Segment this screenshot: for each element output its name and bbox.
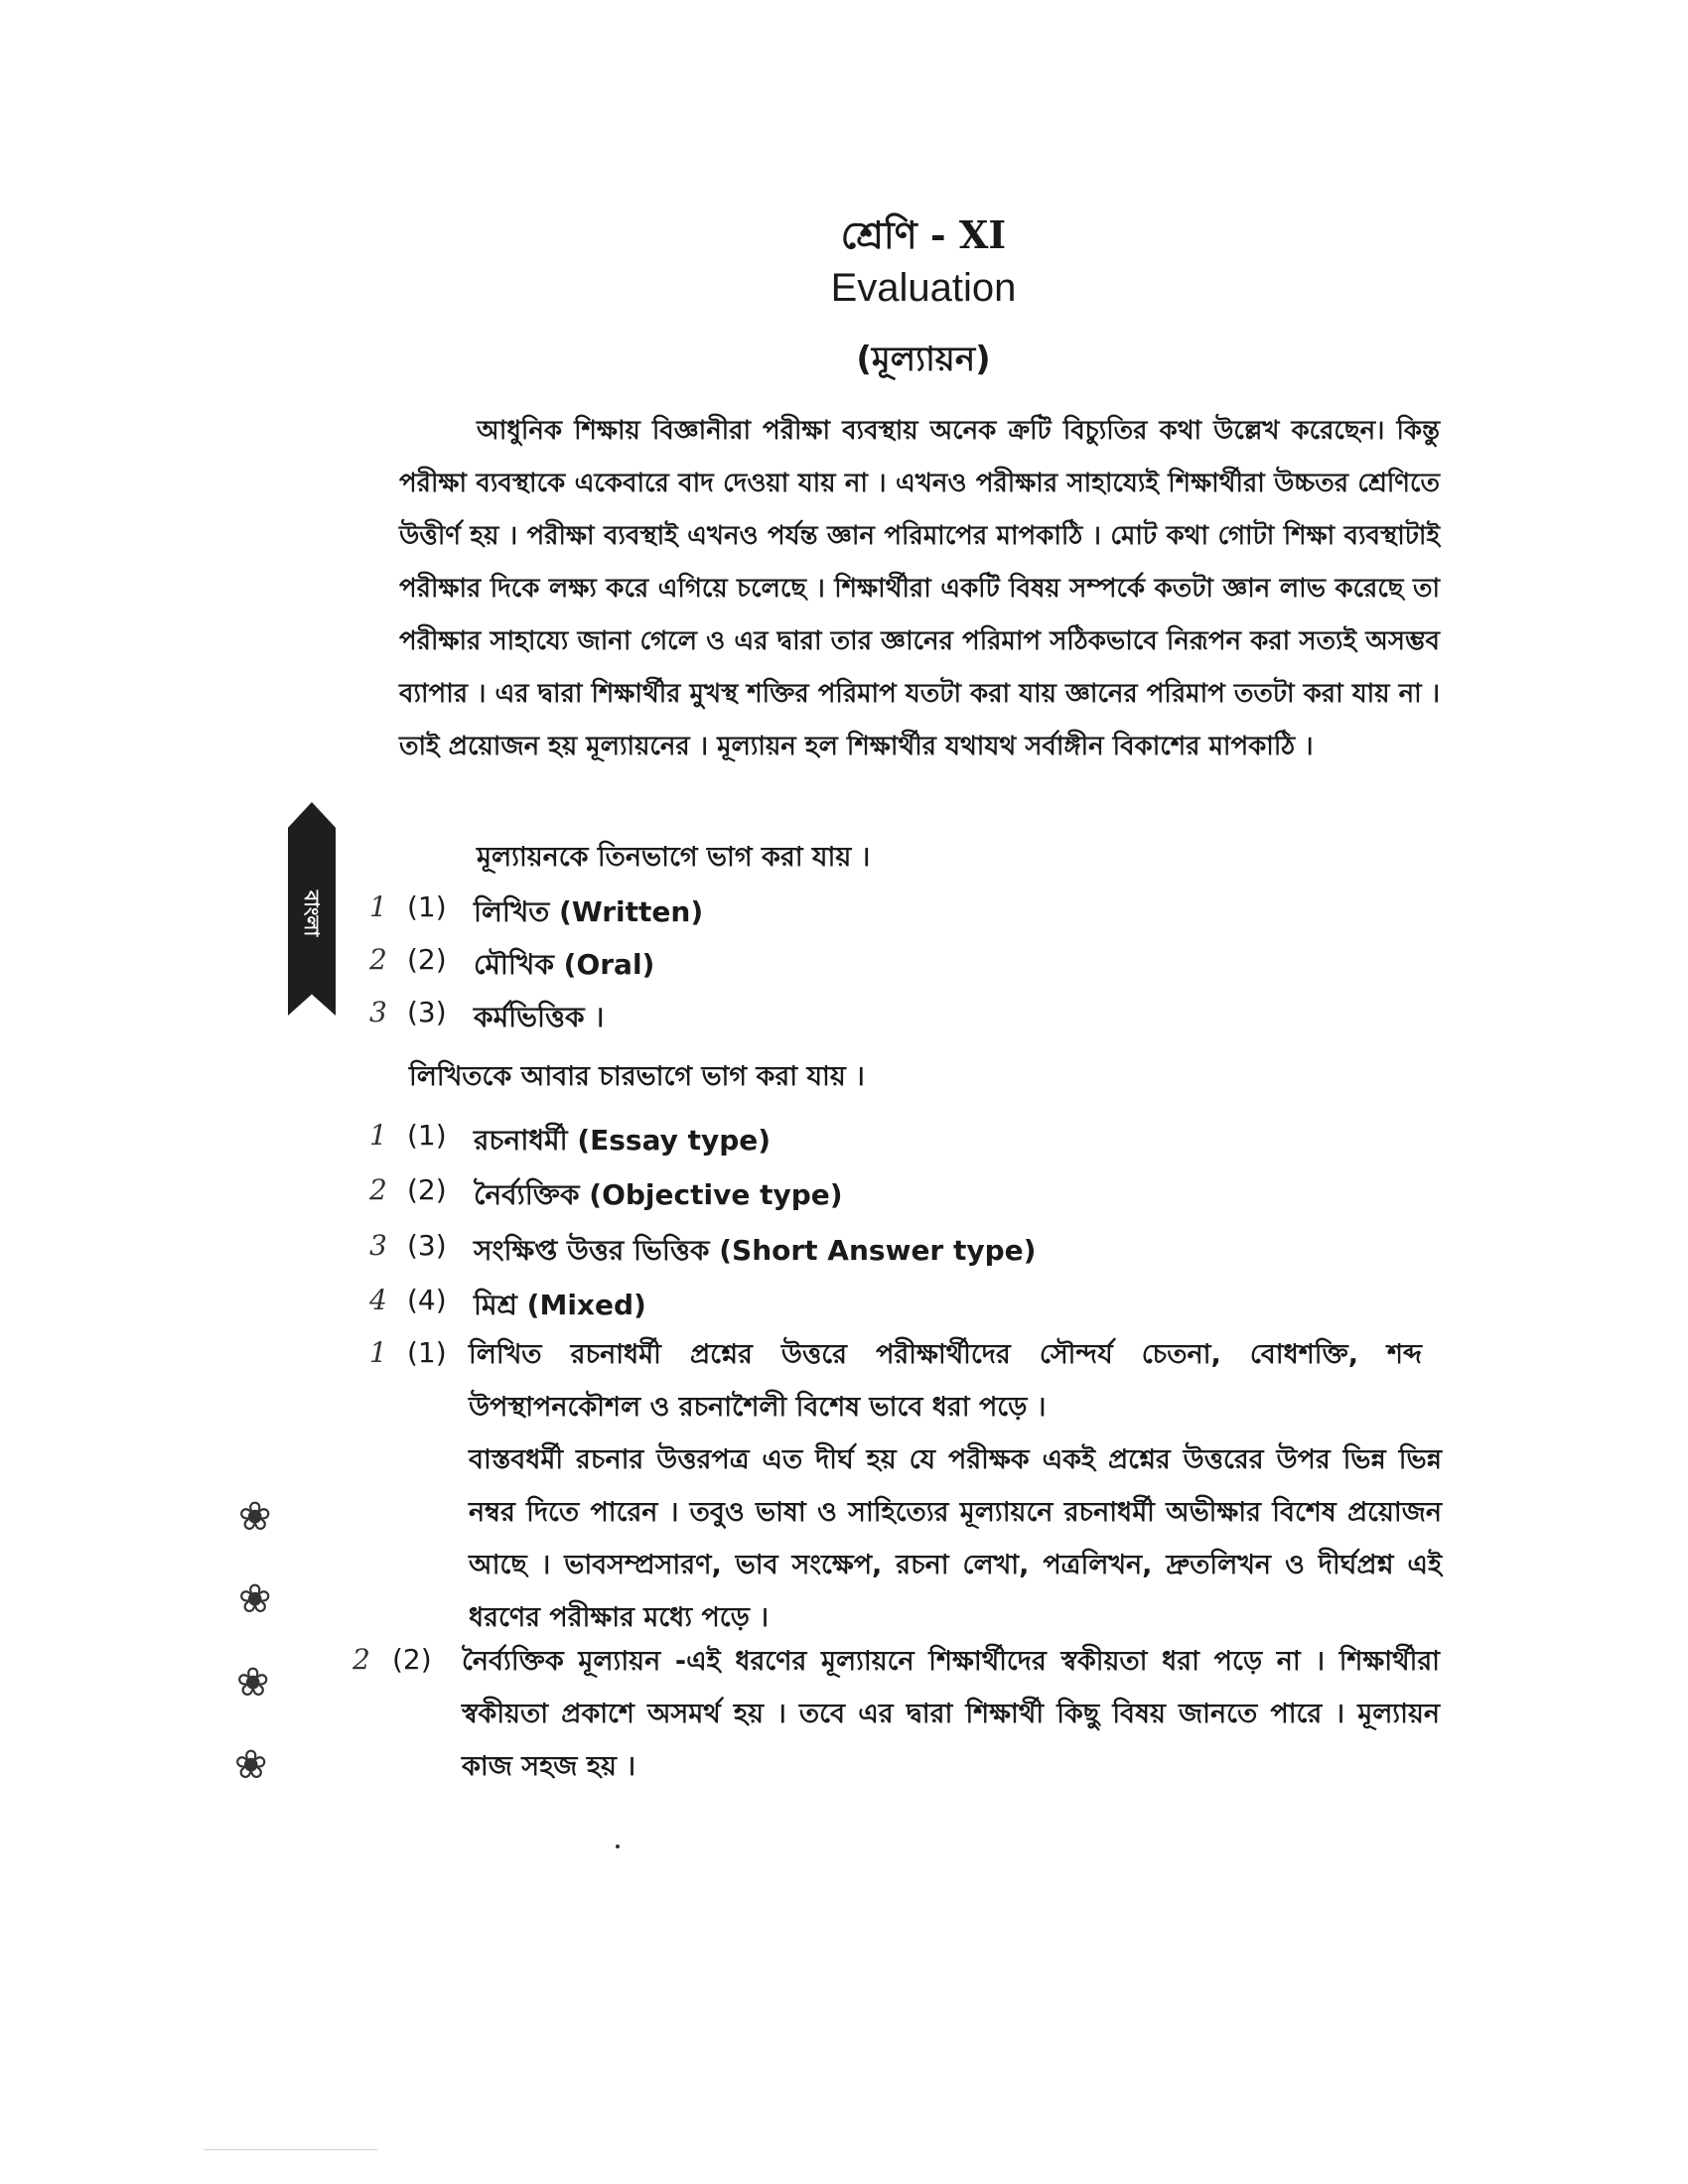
decorative-figure-icon: ❀ — [238, 1494, 272, 1540]
side-bookmark-label: বাংলা — [300, 889, 324, 937]
decorative-figure-icon: ❀ — [234, 1742, 268, 1788]
decorative-figure-icon: ❀ — [236, 1660, 270, 1706]
section-essay-continuation: বাস্তবধর্মী রচনার উত্তরপত্র এত দীর্ঘ হয় যে পরীক্ষক একই প্রশ্নের উত্তরের উপর ভিন্ন ভিন্ন নম্বর দিতে পারেন । তবুও ভাষা ও সাহিত্যের মূল্যায়নে রচনাধর্মী অভীক্ষার বিশেষ প্রয়োজন আছে । ভাবসম্প্রসারণ, ভাব সংক্ষেপ, রচনা লেখা, পত্রলিখন, দ্রুতলিখন ও দীর্ঘপ্রশ্ন এই ধরণের পরীক্ষার মধ্যে পড়ে । — [469, 1444, 1442, 1633]
list-item — [369, 1173, 1362, 1213]
intro-paragraph — [399, 405, 1440, 773]
handwritten-mark: 2 — [369, 1173, 387, 1206]
list-text: কর্মভিত্তিক । — [474, 1001, 605, 1033]
list2-intro: লিখিতকে আবার চারভাগে ভাগ করা যায় । — [409, 1061, 865, 1092]
handwritten-mark: 2 — [352, 1643, 370, 1676]
list-item — [369, 1229, 1362, 1269]
handwritten-mark: 1 — [369, 1336, 387, 1369]
page-subtitle: (মূল্যায়ন) — [856, 340, 991, 379]
handwritten-mark: 2 — [369, 943, 387, 976]
page-title: Evaluation — [830, 266, 1017, 310]
section-essay-text: লিখিত রচনাধর্মী প্রশ্নের উত্তরে পরীক্ষার্থীদের সৌন্দর্য চেতনা, বোধশক্তি, শব্দ উপস্থাপনকৌশল ও রচনাশৈলী বিশেষ ভাবে ধরা পড়ে । — [469, 1339, 1422, 1423]
scan-edge-line — [204, 2149, 377, 2150]
list-text: মৌখিক (Oral) — [474, 948, 655, 981]
section-objective-text: নৈর্ব্যক্তিক মূল্যায়ন -এই ধরণের মূল্যায়নে শিক্ষার্থীদের স্বকীয়তা ধরা পড়ে না । শিক্ষার্থীরা স্বকীয়তা প্রকাশে অসমর্থ হয় । তবে এর দ্বারা শিক্ষার্থী কিছু বিষয় জানতে পারে । মূল্যায়ন কাজ সহজ হয় । — [462, 1646, 1440, 1782]
list-number: (4) — [407, 1284, 447, 1316]
section-number: (2) — [392, 1643, 432, 1676]
section-number: (1) — [407, 1336, 447, 1369]
list-item — [369, 1119, 1362, 1159]
list-item — [369, 1284, 1362, 1323]
list-text: মিশ্র (Mixed) — [474, 1289, 646, 1321]
scan-speck — [616, 1844, 620, 1848]
handwritten-mark: 4 — [369, 1284, 387, 1316]
list-item — [369, 890, 1263, 930]
handwritten-mark: 3 — [369, 1229, 387, 1262]
handwritten-mark: 1 — [369, 890, 387, 923]
list-item — [369, 943, 1263, 983]
decorative-figure-icon: ❀ — [238, 1576, 272, 1622]
list-text: রচনাধর্মী (Essay type) — [474, 1124, 772, 1157]
intro-paragraph-text: আধুনিক শিক্ষায় বিজ্ঞানীরা পরীক্ষা ব্যবস্থায় অনেক ক্রটি বিচ্যুতির কথা উল্লেখ করেছেন। কিন্তু পরীক্ষা ব্যবস্থাকে একেবারে বাদ দেওয়া যায় না । এখনও পরীক্ষার সাহায্যেই শিক্ষার্থীরা উচ্চতর শ্রেণিতে উত্তীর্ণ হয় । পরীক্ষা ব্যবস্থাই এখনও পর্যন্ত জ্ঞান পরিমাপের মাপকাঠি । মোট কথা গোটা শিক্ষা ব্যবস্থাটাই পরীক্ষার দিকে লক্ষ্য করে এগিয়ে চলেছে । শিক্ষার্থীরা একটি বিষয় সম্পর্কে কতটা জ্ঞান লাভ করেছে তা পরীক্ষার সাহায্যে জানা গেলে ও এর দ্বারা তার জ্ঞানের পরিমাপ সঠিকভাবে নিরূপন করা সত্যই অসম্ভব ব্যাপার । এর দ্বারা শিক্ষার্থীর মুখস্থ শক্তির পরিমাপ যতটা করা যায় জ্ঞানের পরিমাপ ততটা করা যায় না । তাই প্রয়োজন হয় মূল্যায়নের । মূল্যায়ন হল শিক্ষার্থীর যথাযথ সর্বাঙ্গীন বিকাশের মাপকাঠি । — [399, 416, 1440, 761]
list-number: (2) — [407, 1173, 447, 1206]
list1-intro: মূল্যায়নকে তিনভাগে ভাগ করা যায় । — [477, 842, 871, 873]
handwritten-mark: 1 — [369, 1119, 387, 1152]
list-text: নৈর্ব্যক্তিক (Objective type) — [474, 1178, 843, 1211]
list-number: (1) — [407, 890, 447, 923]
handwritten-mark: 3 — [369, 996, 387, 1028]
list-number: (1) — [407, 1119, 447, 1152]
class-heading: শ্রেণি - XI — [840, 212, 1007, 257]
list-number: (3) — [407, 996, 447, 1028]
list-number: (2) — [407, 943, 447, 976]
list-number: (3) — [407, 1229, 447, 1262]
list-item — [369, 996, 1263, 1035]
list-text: লিখিত (Written) — [474, 895, 704, 928]
list-text: সংক্ষিপ্ত উত্তর ভিত্তিক (Short Answer type) — [474, 1234, 1037, 1267]
